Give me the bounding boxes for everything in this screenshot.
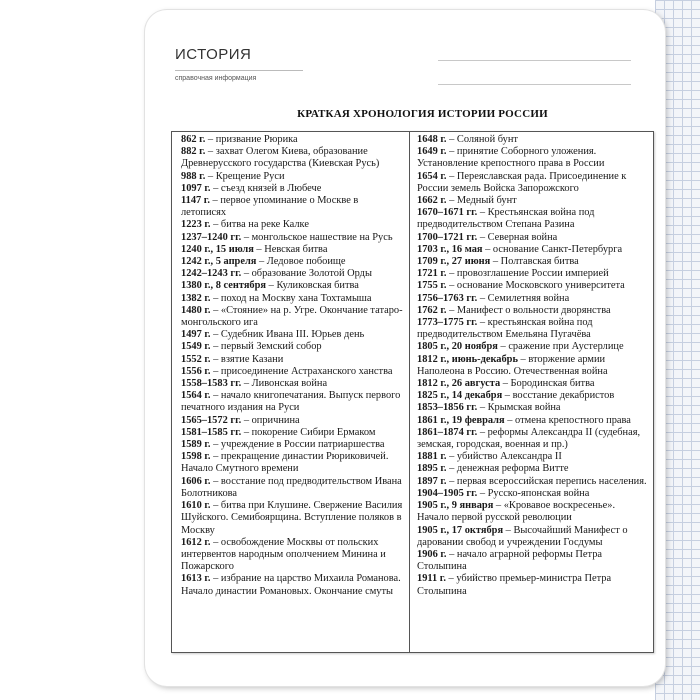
entry-date: 1721 г.: [417, 268, 447, 280]
entry-text: – Полтавская битва: [490, 256, 579, 268]
entry-date: 1897 г.: [417, 475, 447, 487]
entry-date: 1565–1572 гг.: [181, 414, 242, 426]
chronology-entry: [181, 439, 405, 451]
entry-text: – первое упоминание о Москве в летописях: [181, 195, 359, 219]
entry-date: 1700–1721 гг.: [417, 231, 478, 243]
entry-text: – первая всероссийская перепись населения.: [446, 475, 647, 487]
entry-date: 1242–1243 гг.: [181, 268, 242, 280]
entry-date: 1825 г., 14 декабря: [417, 390, 503, 402]
entry-text: – отмена крепостного права: [504, 414, 631, 426]
entry-date: 1654 г.: [417, 170, 447, 182]
chronology-entry: [417, 451, 649, 463]
entry-date: 882 г.: [181, 146, 206, 158]
chronology-entry: [417, 378, 649, 390]
entry-text: – Соляной бунт: [446, 134, 518, 145]
chronology-entry: [181, 280, 405, 292]
entry-text: – битва при Клушине. Свержение Василия Шуйского. Семибоярщина. Вступление поляков в Москву: [181, 500, 403, 536]
entry-text: – прекращение династии Рюриковичей. Начало Смутного времени: [181, 451, 389, 475]
entry-date: 862 г.: [181, 134, 206, 145]
entry-date: 1911 г.: [417, 573, 446, 585]
entry-text: – образование Золотой Орды: [241, 268, 372, 280]
chronology-entry: [417, 427, 649, 451]
entry-text: – «Стояние» на р. Угре. Окончание татаро-монгольского ига: [181, 304, 403, 329]
entry-text: – принятие Соборного уложения. Установление крепостного права в России: [417, 146, 605, 170]
entry-text: – съезд князей в Любече: [210, 182, 322, 194]
entry-date: 1648 г.: [417, 134, 447, 145]
entry-date: 1564 г.: [181, 390, 211, 402]
entry-text: – крестьянская война под предводительством Емельяна Пугачёва: [417, 317, 593, 341]
entry-date: 1812 г., 26 августа: [417, 378, 501, 390]
section-title: КРАТКАЯ ХРОНОЛОГИЯ ИСТОРИИ РОССИИ: [297, 108, 548, 120]
chronology-entry: [181, 390, 405, 414]
entry-date: 1552 г.: [181, 353, 211, 365]
entry-text: – сражение при Аустерлице: [497, 341, 624, 353]
page-subtitle: справочная информация: [175, 75, 257, 82]
entry-date: 1755 г.: [417, 280, 447, 292]
chronology-entry: [417, 146, 649, 170]
entry-date: 1380 г., 8 сентября: [181, 280, 267, 292]
entry-date: 1610 г.: [181, 500, 211, 512]
entry-text: – восстание под предводительством Ивана Болотникова: [181, 475, 402, 499]
entry-date: 1097 г.: [181, 182, 211, 194]
chronology-entry: [181, 195, 405, 219]
header-divider: [175, 70, 303, 71]
entry-text: – основание Московского университета: [446, 280, 625, 292]
entry-date: 1773–1775 гг.: [417, 317, 478, 329]
entry-date: 1709 г., 27 июня: [417, 256, 491, 268]
entry-text: – убийство премьер-министра Петра Столыпина: [417, 573, 612, 597]
entry-text: – Крестьянская война под предводительством Степана Разина: [417, 207, 595, 231]
entry-text: – провозглашение России империей: [446, 268, 609, 280]
entry-date: 1223 г.: [181, 219, 211, 231]
entry-date: 1556 г.: [181, 365, 211, 377]
entry-text: – восстание декабристов: [502, 390, 615, 402]
blank-writing-line: [438, 60, 631, 61]
chronology-entry: [417, 525, 649, 549]
chronology-entry: [181, 378, 405, 390]
chronology-entry: [181, 329, 405, 341]
entry-text: – Переяславская рада. Присоединение к России земель Войска Запорожского: [417, 170, 627, 194]
entry-date: 1497 г.: [181, 329, 211, 341]
entry-date: 1861–1874 гг.: [417, 426, 478, 438]
chronology-entry: [181, 183, 405, 195]
entry-text: – вторжение армии Наполеона в Россию. Отечественная война: [417, 353, 608, 377]
chronology-entry: [417, 134, 649, 146]
chronology-entry: [417, 317, 649, 341]
entry-date: 1237–1240 гг.: [181, 231, 242, 243]
chronology-table: [171, 131, 654, 653]
chronology-entry: [417, 171, 649, 195]
entry-date: 1612 г.: [181, 536, 211, 548]
entry-date: 1382 г.: [181, 292, 211, 304]
column-divider: [409, 132, 410, 652]
entry-text: – монгольское нашествие на Русь: [241, 231, 393, 243]
chronology-entry: [417, 390, 649, 402]
entry-date: 1905 г., 9 января: [417, 500, 494, 512]
chronology-entry: [181, 305, 405, 329]
entry-date: 1805 г., 20 ноября: [417, 341, 498, 353]
chronology-entry: [417, 195, 649, 207]
chronology-entry: [417, 256, 649, 268]
notebook-page: [145, 10, 665, 686]
entry-date: 1558–1583 гг.: [181, 378, 242, 390]
chronology-entry: [181, 366, 405, 378]
blank-writing-line: [438, 84, 631, 85]
entry-text: – призвание Рюрика: [205, 134, 298, 145]
entry-text: – покорение Сибири Ермаком: [241, 426, 376, 438]
chronology-entry: [181, 354, 405, 366]
entry-date: 1581–1585 гг.: [181, 426, 242, 438]
entry-text: – Манифест о вольности дворянства: [446, 304, 611, 316]
chronology-entry: [417, 573, 649, 597]
chronology-entry: [417, 354, 649, 378]
chronology-entry: [181, 232, 405, 244]
entry-text: – Ливонская война: [241, 378, 328, 390]
chronology-entry: [417, 268, 649, 280]
chronology-entry: [181, 500, 405, 537]
entry-text: – освобождение Москвы от польских интервентов народным ополчением Минина и Пожарского: [181, 536, 386, 573]
page-title: ИСТОРИЯ: [175, 46, 252, 63]
entry-text: – Русско-японская война: [477, 487, 590, 499]
entry-text: – Высочайший Манифест о даровании свобод и учреждении Госдумы: [417, 524, 628, 548]
entry-text: – поход на Москву хана Тохтамыша: [210, 292, 372, 304]
chronology-entry: [181, 451, 405, 475]
chronology-entry: [417, 415, 649, 427]
chronology-entry: [417, 341, 649, 353]
entry-text: – начало аграрной реформы Петра Столыпина: [417, 548, 603, 573]
entry-date: 988 г.: [181, 170, 206, 182]
entry-text: – реформы Александра II (судебная, земская, городская, военная и пр.): [417, 426, 641, 451]
entry-text: – Судебник Ивана III. Юрьев день: [210, 329, 365, 341]
entry-text: – первый Земский собор: [210, 341, 322, 353]
chronology-entry: [181, 476, 405, 500]
chronology-entry: [417, 305, 649, 317]
chronology-entry: [181, 537, 405, 574]
entry-date: 1649 г.: [417, 146, 447, 158]
entry-text: – Медный бунт: [446, 195, 517, 207]
entry-date: 1147 г.: [181, 195, 210, 207]
chronology-entry: [417, 500, 649, 524]
entry-text: – взятие Казани: [210, 353, 284, 365]
entry-text: – «Кровавое воскресенье». Начало первой русской революции: [417, 500, 616, 524]
entry-text: – Семилетняя война: [477, 292, 570, 304]
chronology-right-column: [417, 134, 649, 598]
entry-text: – опричнина: [241, 414, 300, 426]
entry-date: 1480 г.: [181, 304, 211, 316]
chronology-entry: [181, 244, 405, 256]
entry-text: – учреждение в России патриаршества: [210, 439, 385, 451]
entry-date: 1762 г.: [417, 304, 447, 316]
entry-date: 1895 г.: [417, 463, 447, 475]
entry-text: – начало книгопечатания. Выпуск первого печатного издания на Руси: [181, 390, 401, 414]
entry-date: 1589 г.: [181, 439, 211, 451]
entry-date: 1606 г.: [181, 475, 211, 487]
chronology-left-column: [181, 134, 405, 598]
entry-text: – Бородинская битва: [500, 378, 595, 390]
chronology-entry: [417, 549, 649, 573]
entry-text: – Крещение Руси: [205, 170, 285, 182]
entry-text: – Северная война: [477, 231, 558, 243]
chronology-entry: [181, 134, 405, 146]
entry-date: 1549 г.: [181, 341, 211, 353]
entry-date: 1861 г., 19 февраля: [417, 414, 505, 426]
entry-date: 1756–1763 гг.: [417, 292, 478, 304]
chronology-entry: [181, 341, 405, 353]
entry-text: – присоединение Астраханского ханства: [210, 365, 393, 377]
entry-text: – битва на реке Калке: [210, 219, 309, 231]
entry-text: – захват Олегом Киева, образование Древнерусского государства (Киевская Русь): [181, 146, 380, 170]
entry-date: 1904–1905 гг.: [417, 487, 478, 499]
chronology-entry: [181, 427, 405, 439]
entry-text: – денежная реформа Витте: [446, 463, 569, 475]
entry-text: – основание Санкт-Петербурга: [482, 243, 623, 255]
chronology-entry: [181, 293, 405, 305]
entry-date: 1812 г., июнь-декабрь: [417, 353, 518, 365]
chronology-entry: [181, 268, 405, 280]
entry-date: 1881 г.: [417, 451, 447, 463]
entry-date: 1853–1856 гг.: [417, 402, 478, 414]
entry-date: 1905 г., 17 октября: [417, 524, 504, 536]
entry-text: – убийство Александра II: [446, 451, 562, 463]
entry-date: 1242 г., 5 апреля: [181, 256, 257, 268]
entry-text: – Крымская война: [477, 402, 561, 414]
entry-date: 1906 г.: [417, 548, 447, 560]
chronology-entry: [181, 256, 405, 268]
entry-date: 1703 г., 16 мая: [417, 243, 483, 255]
entry-text: – Куликовская битва: [266, 280, 359, 292]
chronology-entry: [417, 463, 649, 475]
entry-date: 1598 г.: [181, 451, 211, 463]
entry-text: – Ледовое побоище: [256, 256, 346, 268]
chronology-entry: [417, 488, 649, 500]
entry-date: 1240 г., 15 июля: [181, 243, 254, 255]
chronology-entry: [417, 280, 649, 292]
chronology-entry: [181, 146, 405, 170]
entry-date: 1670–1671 гг.: [417, 207, 478, 219]
chronology-entry: [417, 244, 649, 256]
entry-text: – избрание на царство Михаила Романова. Начало династии Романовых. Окончание смуты: [181, 573, 401, 597]
entry-date: 1613 г.: [181, 573, 211, 585]
chronology-entry: [417, 207, 649, 231]
chronology-entry: [181, 573, 405, 597]
chronology-entry: [417, 402, 649, 414]
chronology-entry: [417, 476, 649, 488]
chronology-entry: [417, 232, 649, 244]
chronology-entry: [181, 415, 405, 427]
chronology-entry: [181, 171, 405, 183]
chronology-entry: [181, 219, 405, 231]
entry-text: – Невская битва: [253, 243, 328, 255]
entry-date: 1662 г.: [417, 195, 447, 207]
chronology-entry: [417, 293, 649, 305]
